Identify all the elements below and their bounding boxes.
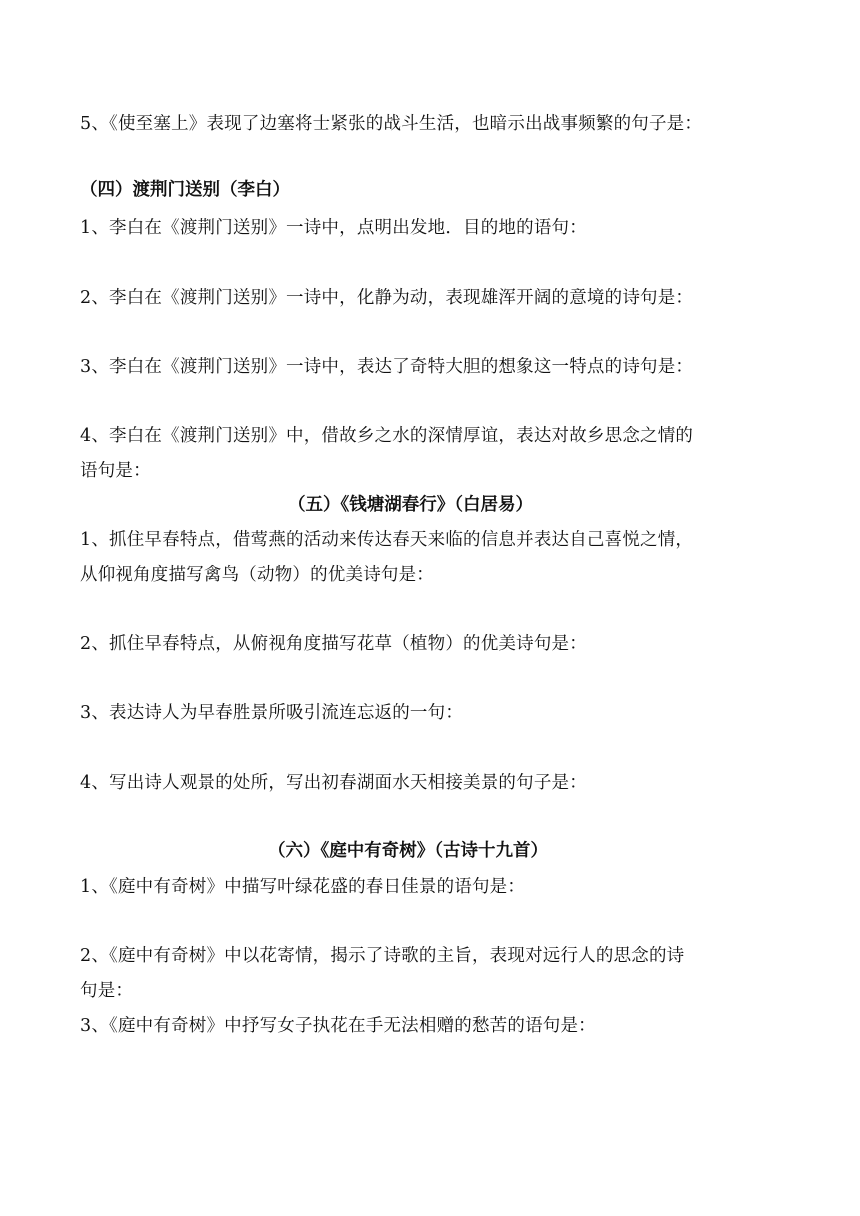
question-line: 3、李白在《渡荆门送别》一诗中，表达了奇特大胆的想象这一特点的诗句是： — [80, 357, 694, 377]
question-line: 5、《使至塞上》表现了边塞将士紧张的战斗生活，也暗示出战事频繁的句子是： — [80, 114, 703, 134]
question-line: 语句是： — [80, 461, 151, 481]
question-line: 2、抓住早春特点，从俯视角度描写花草（植物）的优美诗句是： — [80, 634, 587, 654]
question-line: 从仰视角度描写禽鸟（动物）的优美诗句是： — [80, 565, 434, 585]
question-line: 句是： — [80, 981, 134, 1001]
question-line: 2、李白在《渡荆门送别》一诗中，化静为动，表现雄浑开阔的意境的诗句是： — [80, 288, 694, 308]
question-line: 4、李白在《渡荆门送别》中，借故乡之水的深情厚谊，表达对故乡思念之情的 — [80, 426, 694, 446]
question-line: 2、《庭中有奇树》中以花寄情，揭示了诗歌的主旨，表现对远行人的思念的诗 — [80, 946, 685, 966]
question-line: 4、写出诗人观景的处所，写出初春湖面水天相接美景的句子是： — [80, 773, 587, 793]
section-heading: （六）《庭中有奇树》（古诗十九首） — [268, 841, 548, 861]
question-line: 1、李白在《渡荆门送别》一诗中，点明出发地．目的地的语句： — [80, 218, 587, 238]
question-line: 1、抓住早春特点，借莺燕的活动来传达春天来临的信息并表达自己喜悦之情， — [80, 530, 694, 550]
section-heading: （五）《钱塘湖春行》（白居易） — [288, 495, 533, 515]
question-line: 3、《庭中有奇树》中抒写女子执花在手无法相赠的愁苦的语句是： — [80, 1016, 596, 1036]
question-line: 1、《庭中有奇树》中描写叶绿花盛的春日佳景的语句是： — [80, 877, 526, 897]
section-heading: （四）渡荆门送别（李白） — [80, 180, 290, 200]
question-line: 3、表达诗人为早春胜景所吸引流连忘返的一句： — [80, 703, 464, 723]
